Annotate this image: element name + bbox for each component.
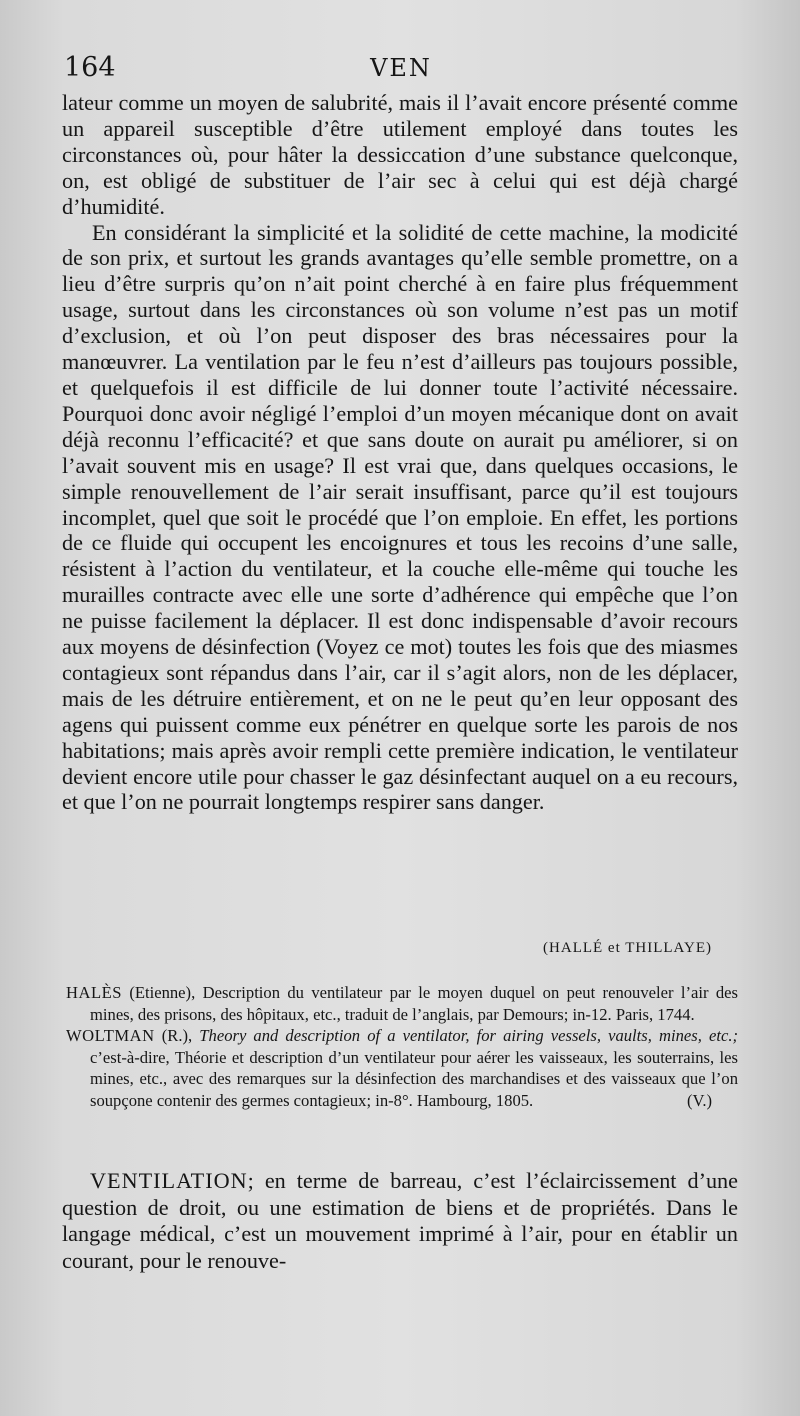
bib-initial: (R.), [161, 1026, 193, 1046]
paragraph-continuation: lateur comme un moyen de salubrité, mais il l’avait encore présenté comme un appareil susceptible d’être utilement employé dans toutes les circonstances où, pour hâter la dessiccation d’une substance quelconque, on, est obligé de substituer de l’air sec à celui qui est déjà chargé d’humidité. [62, 90, 738, 219]
bib-text: c’est-à-dire, Théorie et description d’un ventilateur pour aérer les vaisseaux, les souterrains, les mines, etc., avec des remarques sur la désinfection des marchandises et des vaisseaux que l’on soupçone contenir des germes contagieux; in-8°. Hambourg, 1805. [90, 1047, 738, 1110]
bib-title: Theory and description of a ventilator, for airing vessels, vaults, mines, etc.; [199, 1026, 738, 1046]
bib-author: WOLTMAN [66, 1026, 155, 1046]
author-signature: (HALLÉ et THILLAYE) [543, 940, 712, 956]
bibliography-entry [66, 982, 738, 1025]
entry-text: ; en terme de barreau, c’est l’éclaircissement d’une question de droit, ou une estimation de biens et de propriétés. Dans le langage médical, c’est un mouvement imprimé à l’air, pour en établir un courant, pour le renouve- [62, 1168, 738, 1273]
running-head: VEN [370, 54, 432, 82]
page-number: 164 [64, 52, 116, 83]
bibliography [66, 982, 738, 1112]
bibliography-entry [66, 1025, 738, 1111]
page-header [64, 52, 738, 86]
bib-text: (Etienne), Description du ventilateur par le moyen duquel on peut renouveler l’air des mines, des prisons, des hôpitaux, etc., traduit de l’anglais, par Demours; in-12. Paris, 1744. [90, 983, 738, 1024]
paragraph-ventilator-discussion: En considérant la simplicité et la solidité de cette machine, la modicité de son prix, et surtout les grands avantages qu’elle semble promettre, on a lieu d’être surpris qu’on n’ait point cherché à en faire plus fréquemment usage, surtout dans les circonstances où son volume n’est pas un motif d’exclusion, et où l’on peut disposer des bras nécessaires pour la manœuvrer. La ventilation par le feu n’est d’ailleurs pas toujours possible, et quelquefois il est difficile de lui donner toute l’activité nécessaire. Pourquoi donc avoir négligé l’emploi d’un moyen mécanique dont on avait déjà reconnu l’efficacité? et que sans doute on aurait pu améliorer, si on l’avait souvent mis en usage? Il est vrai que, dans quelques occasions, le simple renouvellement de l’air serait insuffisant, parce qu’il est toujours incomplet, quel que soit le procédé que l’on emploie. En effet, les portions de ce fluide qui occupent les encoignures et tous les recoins d’une salle, résistent à l’action du ventilateur, et la couche elle-même qui touche les murailles contracte avec elle une sorte d’adhérence qui empêche que l’on ne puisse facilement la déplacer. Il est donc indispensable d’avoir recours aux moyens de désinfection (Voyez ce mot) toutes les fois que des miasmes contagieux sont répandus dans l’air, car il s’agit alors, non de les déplacer, mais de les détruire entièrement, et on ne le peut qu’en leur opposant des agens qui puissent comme eux pénétrer en quelque sorte les parois de nos habitations; mais après avoir rempli cette première indication, le ventilateur devient encore utile pour chasser le gaz désinfectant auquel on a eu recours, et que l’on ne pourrait longtemps respirer sans danger. [62, 219, 738, 815]
dictionary-entry [62, 1168, 738, 1274]
bib-author: HALÈS [66, 983, 122, 1002]
main-text [62, 90, 738, 815]
entry-headword: VENTILATION [90, 1168, 248, 1193]
entry-paragraph [62, 1168, 738, 1274]
bib-contributor-tag: (V.) [686, 1090, 712, 1110]
